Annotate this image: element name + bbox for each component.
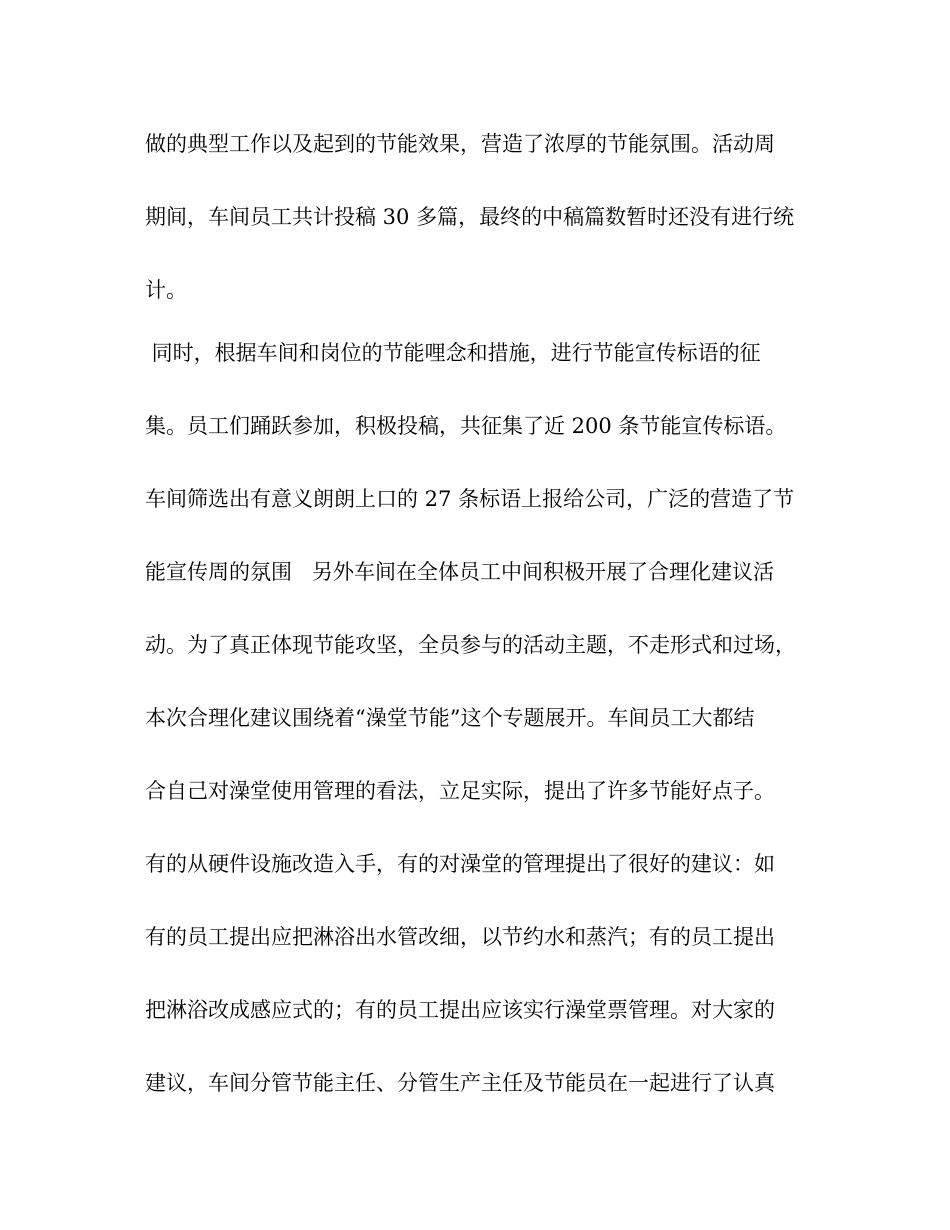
text-line-10: 合自己对澡堂使用管理的看法，立足实际，提出了许多节能好点子。	[145, 779, 775, 803]
text-line-4: 同时，根据车间和岗位的节能哩念和措施，进行节能宣传标语的征	[145, 341, 761, 365]
text-line-6: 车间筛选出有意义朗朗上口的 27 条标语上报给公司，广泛的营造了节	[145, 487, 795, 511]
text-line-5: 集。员工们踊跃参加，积极投稿，共征集了近 200 条节能宣传标语。	[145, 414, 787, 438]
text-line-2: 期间，车间员工共计投稿 30 多篇，最终的中稿篇数暂时还没有进行统	[145, 205, 795, 229]
text-line-8: 动。为了真正体现节能攻坚，全员参与的活动主题，不走形式和过场，	[145, 633, 796, 657]
text-line-11: 有的从硬件设施改造入手，有的对澡堂的管理提出了很好的建议：如	[145, 852, 775, 876]
text-line-12: 有的员工提出应把淋浴出水管改细，以节约水和蒸汽；有的员工提出	[145, 925, 775, 949]
text-line-9: 本次合理化建议围绕着“澡堂节能”这个专题展开。车间员工大都结	[145, 706, 755, 730]
text-line-7: 能宣传周的氛围 另外车间在全体员工中间积极开展了合理化建议活	[145, 560, 775, 584]
text-line-1: 做的典型工作以及起到的节能效果，营造了浓厚的节能氛围。活动周	[145, 132, 775, 156]
text-line-13: 把淋浴改成感应式的；有的员工提出应该实行澡堂票管理。对大家的	[145, 998, 775, 1022]
text-line-14: 建议，车间分管节能主任、分管生产主任及节能员在一起进行了认真	[145, 1071, 775, 1095]
text-line-3: 计。	[145, 278, 187, 302]
